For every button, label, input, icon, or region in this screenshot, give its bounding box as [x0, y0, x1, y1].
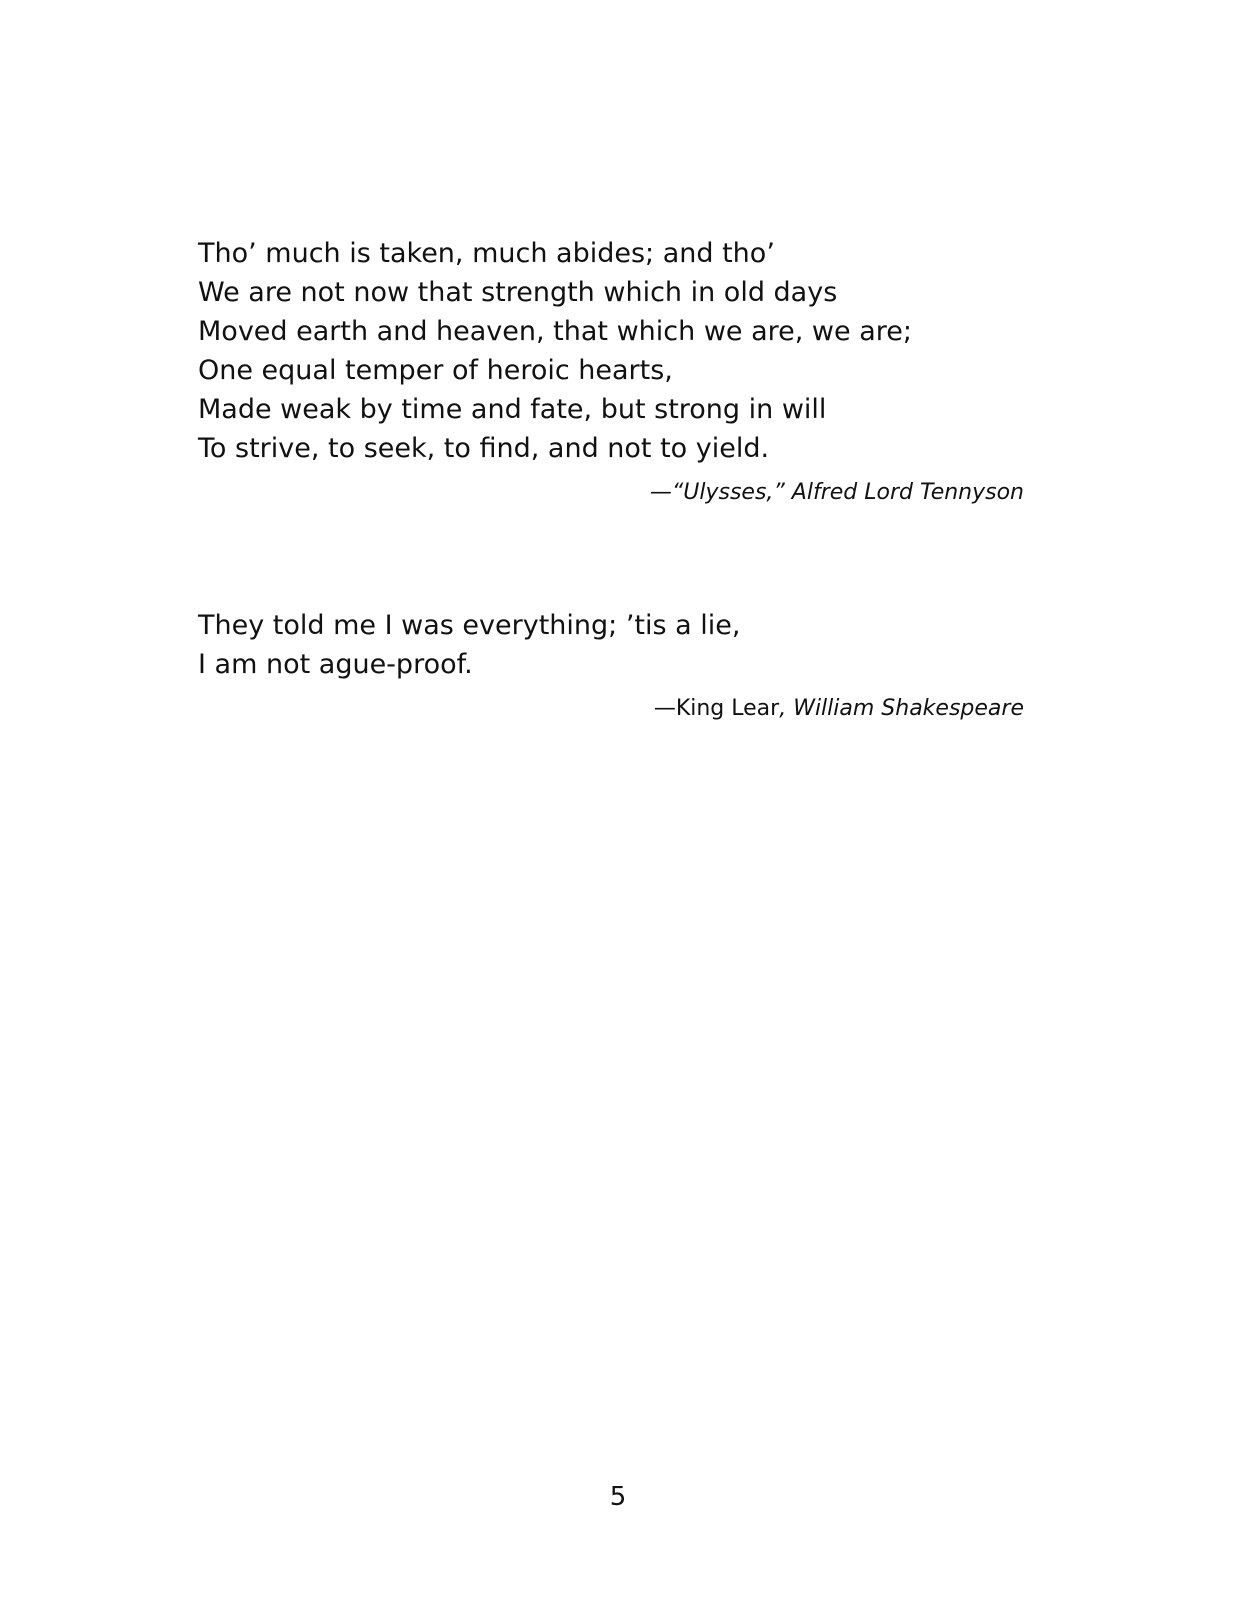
verse-line: One equal temper of heroic hearts, — [198, 355, 673, 386]
attribution-author: Alfred Lord Tennyson — [784, 480, 1024, 505]
epigraph-king-lear — [198, 606, 1024, 724]
attribution-dash: — — [653, 696, 676, 721]
attribution — [198, 478, 1024, 508]
verse-line: We are not now that strength which in old days — [198, 277, 838, 308]
verse-line: Tho’ much is taken, much abides; and tho’ — [198, 238, 775, 269]
verse-line: To strive, to seek, to find, and not to yield. — [198, 433, 770, 464]
verse-line: Moved earth and heaven, that which we are, we are; — [198, 316, 912, 347]
verse-line: I am not ague-proof. — [198, 649, 473, 680]
attribution-work: “Ulysses,” — [671, 480, 785, 505]
verse-line: Made weak by time and fate, but strong in will — [198, 394, 827, 425]
page-number: 5 — [609, 1482, 627, 1512]
epigraph-ulysses — [198, 234, 1024, 508]
verse-line: They told me I was everything; ’tis a lie, — [198, 610, 741, 641]
attribution — [198, 694, 1024, 724]
attribution-dash: — — [649, 480, 672, 505]
attribution-author: , William Shakespeare — [779, 696, 1024, 721]
attribution-work: King Lear — [675, 696, 780, 721]
